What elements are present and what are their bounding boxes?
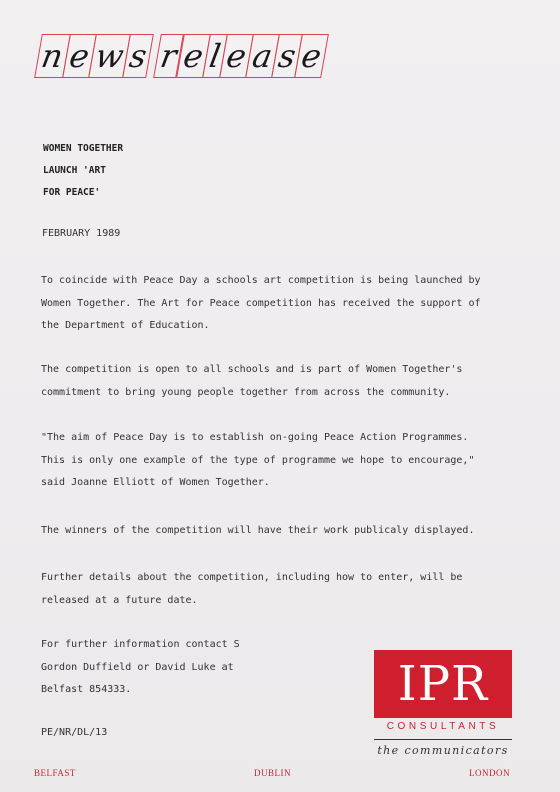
reference-code: PE/NR/DL/13 [41,727,108,738]
paragraph-quote [41,427,519,495]
paragraph-line: To coincide with Peace Day a schools art competition is being launched by [41,275,481,286]
logo-tagline: the communicators [377,744,509,757]
masthead-letter: n [34,34,70,78]
paragraph-line: The competition is open to all schools and is part of Women Together's [41,364,463,375]
release-headline [43,138,123,204]
masthead-letter: e [176,34,211,78]
masthead-word-news [38,34,149,78]
logo-subtitle: CONSULTANTS [386,721,500,732]
paragraph-eligibility [41,359,519,404]
masthead-letter: s [122,34,154,78]
paragraph-line: released at a future date. [41,594,198,606]
paragraph-line: said Joanne Elliott of Women Together. [41,477,270,488]
paragraph-line: commitment to bring young people together from across the community. [41,386,451,398]
paragraph-line: The winners of the competition will have their work publicaly displayed. [41,525,475,536]
paragraph-intro [41,270,519,338]
paragraph-line: "The aim of Peace Day is to establish on-going Peace Action Programmes. [41,432,469,443]
footer-city-belfast: BELFAST [34,768,76,778]
footer-city-london: LONDON [469,768,510,778]
masthead-letter: e [62,34,97,78]
contact-block [41,634,240,702]
logo-divider [374,739,512,740]
ipr-logo [374,650,512,718]
masthead-letter: a [245,34,280,78]
masthead-letter: e [219,34,254,78]
paragraph-line: Further details about the competition, including how to enter, will be [41,572,463,583]
paragraph-winners [41,520,519,543]
contact-line: Belfast 854333. [41,684,132,695]
headline-line: FOR PEACE' [43,187,101,198]
headline-line: WOMEN TOGETHER [43,143,124,154]
contact-line: Gordon Duffield or David Luke at [41,661,234,673]
paragraph-line: Women Together. The Art for Peace competition has received the support of [41,297,481,309]
ipr-logo-mark: IPR [397,656,489,712]
contact-line: For further information contact S [41,639,240,650]
paragraph-line: This is only one example of the type of programme we hope to encourage," [41,454,475,466]
masthead-letter: w [88,34,131,78]
masthead-letter: r [153,34,184,78]
news-release-masthead [38,34,324,78]
masthead-letter: e [294,34,329,78]
masthead-letter: l [202,34,228,78]
headline-line: LAUNCH 'ART [43,165,106,176]
masthead-word-release [157,34,324,78]
paragraph-line: the Department of Education. [41,320,210,331]
paragraph-further-details [41,567,519,612]
footer-city-dublin: DUBLIN [254,768,291,778]
masthead-letter: s [271,34,303,78]
release-date: FEBRUARY 1989 [42,228,121,239]
